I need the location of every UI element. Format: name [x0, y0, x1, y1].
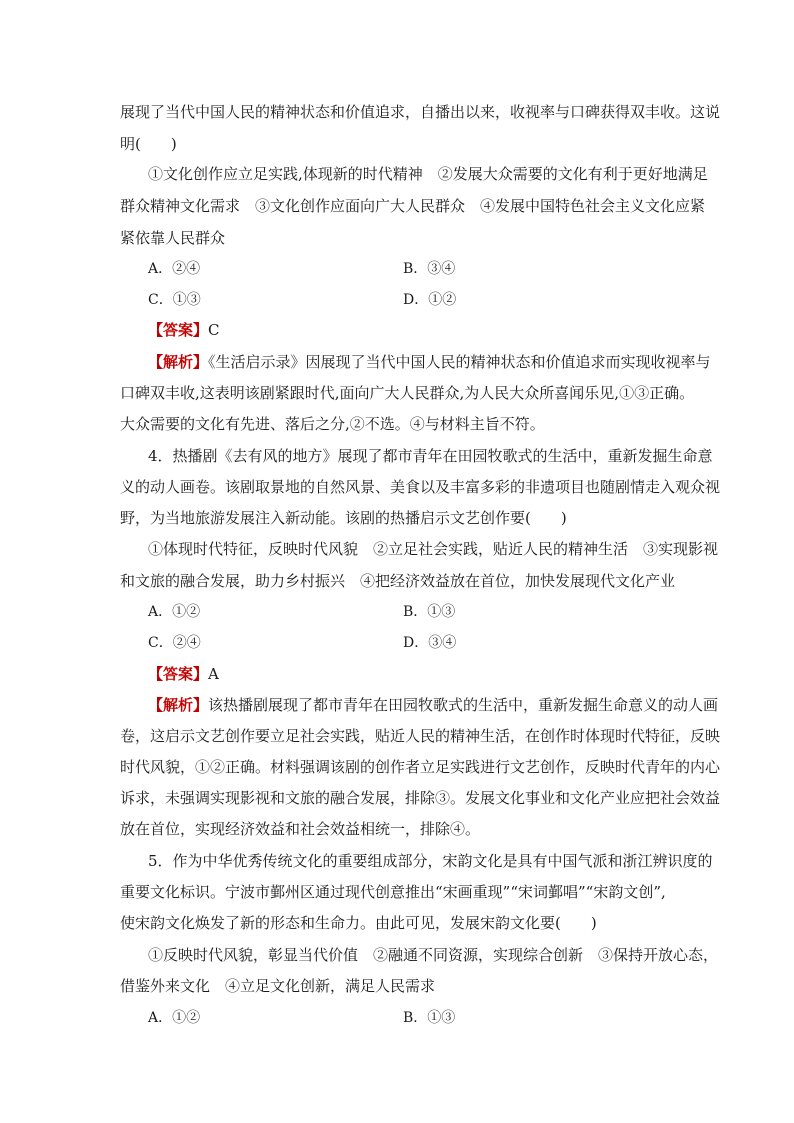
q4-analysis-line-3: 时代风貌，①②正确。材料强调该剧的创作者立足实践进行文艺创作，反映时代青年的内心: [120, 758, 721, 776]
q4-stem-line-3: 野，为当地旅游发展注入新动能。该剧的热播启示文艺创作要( ): [120, 509, 567, 527]
q4-analysis-line-4: 诉求，未强调实现影视和文旅的融合发展，排除③。发展文化事业和文化产业应把社会效益: [120, 789, 721, 807]
q3-statement-line-1: ①文化创作应立足实践,体现新的时代精神 ②发展大众需要的文化有利于更好地满足: [148, 165, 708, 183]
q4-option-b: B．①③: [403, 604, 456, 620]
q3-analysis-line-2: 口碑双丰收,这表明该剧紧跟时代,面向广大人民群众,为人民大众所喜闻乐见,①③正确。: [120, 384, 695, 402]
analysis-tag: 【解析】: [148, 353, 209, 371]
answer-value: A: [208, 665, 219, 683]
answer-tag: 【答案】: [148, 321, 209, 339]
q4-option-d: D．③④: [403, 635, 457, 651]
q4-analysis-line-1: [148, 695, 719, 715]
q5-stem-line-3: 使宋韵文化焕发了新的形态和生命力。由此可见，发展宋韵文化要( ): [120, 914, 597, 932]
q3-stem-line-2: 明( ): [120, 135, 177, 153]
q3-analysis-line-3: 大众需要的文化有先进、落后之分,②不选。④与材料主旨不符。: [120, 415, 545, 433]
answer-tag: 【答案】: [148, 665, 209, 683]
answer-value: C: [208, 321, 220, 339]
q4-option-c: C．②④: [148, 635, 201, 651]
q4-analysis-line-5: 放在首位，实现经济效益和社会效益相统一，排除④。: [120, 820, 481, 838]
q4-stem-line-2: 义的动人画卷。该剧取景地的自然风景、美食以及丰富多彩的非遗项目也随剧情走入观众视: [120, 478, 721, 496]
q3-option-c: C．①③: [148, 292, 201, 308]
q5-statement-line-1: ①反映时代风貌，彰显当代价值 ②融通不同资源，实现综合创新 ③保持开放心态，: [148, 946, 719, 964]
q4-statement-line-1: ①体现时代特征，反映时代风貌 ②立足社会实践，贴近人民的精神生活 ③实现影视: [148, 540, 719, 558]
q5-option-b: B．①③: [403, 1010, 456, 1026]
analysis-text: 该热播剧展现了都市青年在田园牧歌式的生活中，重新发掘生命意义的动人画: [208, 696, 719, 714]
q5-option-a: A．①②: [148, 1010, 201, 1026]
q5-stem-line-2: 重要文化标识。宁波市鄞州区通过现代创意推出“宋画重现”“宋词鄞唱”“宋韵文创”,: [120, 883, 666, 901]
q3-statement-line-2: 群众精神文化需求 ③文化创作应面向广大人民群众 ④发展中国特色社会主义文化应紧: [120, 197, 706, 215]
q4-analysis-line-2: 卷，这启示文艺创作要立足社会实践，贴近人民的精神生活，在创作时体现时代特征，反映: [120, 727, 721, 745]
q3-option-d: D．①②: [403, 292, 457, 308]
q4-option-a: A．①②: [148, 604, 201, 620]
analysis-text: 《生活启示录》因展现了当代中国人民的精神状态和价值追求而实现收视率与: [208, 353, 711, 371]
q4-stem-line-1: 4．热播剧《去有风的地方》展现了都市青年在田园牧歌式的生活中，重新发掘生命意: [148, 447, 713, 465]
q5-stem-line-1: 5．作为中华优秀传统文化的重要组成部分，宋韵文化是具有中国气派和浙江辨识度的: [148, 852, 713, 870]
q3-analysis-line-1: [148, 352, 711, 372]
q3-statement-line-3: 紧依靠人民群众: [120, 229, 226, 247]
q4-statement-line-2: 和文旅的融合发展，助力乡村振兴 ④把经济效益放在首位，加快发展现代文化产业: [120, 572, 676, 590]
q4-answer: [148, 664, 708, 684]
q3-answer: [148, 320, 708, 340]
q3-stem-line-1: 展现了当代中国人民的精神状态和价值追求，自播出以来，收视率与口碑获得双丰收。这说: [120, 103, 721, 121]
q5-statement-line-2: 借鉴外来文化 ④立足文化创新，满足人民需求: [120, 977, 436, 995]
q3-option-b: B．③④: [403, 261, 456, 277]
analysis-tag: 【解析】: [148, 696, 209, 714]
q3-option-a: A．②④: [148, 261, 201, 277]
